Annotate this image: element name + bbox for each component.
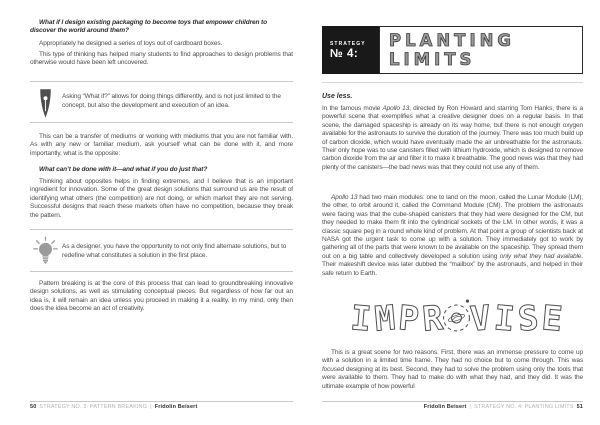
strategy-header bbox=[322, 26, 583, 74]
header-rule bbox=[322, 82, 583, 83]
left-whatif-question: What if I design existing packaging to become toys that empower children to discover the world around them? bbox=[30, 19, 267, 35]
chapter-title: STRATEGY NO. 4: PLANTING LIMITS bbox=[474, 404, 574, 410]
strategy-number-box bbox=[322, 26, 379, 74]
chapter-title-line2: LIMITS bbox=[389, 50, 476, 69]
divider bbox=[30, 229, 293, 230]
chapter-title: STRATEGY NO. 3: PATTERN BREAKING bbox=[39, 404, 148, 410]
svg-text:S: S bbox=[516, 298, 541, 339]
author-name: Fridolin Beisert bbox=[154, 404, 198, 410]
footer-separator: | bbox=[150, 404, 152, 410]
left-paragraph-3: This can be a transfer of mediums or working with mediums that you are not familiar with. As with any new or familiar medium, ask yourself what can be done with it, and more importantly, what is the opposite: bbox=[30, 133, 293, 157]
chapter-title-line1: PLANTING bbox=[389, 31, 515, 50]
right-paragraph-3: This is a great scene for two reasons. First, there was an immense pressure to come up with a solution in a limited time frame. They had no choice but to come through. This was focused designing at its best. Second, they had to solve the problem using only the tools that were available to them. They had to make do with what they had, and they did. It was the ultimate example of how powerful bbox=[322, 349, 583, 390]
divider bbox=[30, 81, 293, 82]
strategy-number: № 4: bbox=[330, 47, 359, 60]
left-paragraph-1: Appropriately he designed a series of toys out of cardboard boxes. bbox=[39, 40, 223, 47]
footer-separator: | bbox=[469, 404, 472, 410]
improvise-doodle-illustration bbox=[340, 293, 565, 339]
divider bbox=[30, 271, 293, 272]
left-paragraph-4: Thinking about opposites helps in finding extremes, and I believe that is an important ingredient for innovation. Some of the great design solutions that surround us are the result of identifying what others (the competition) are not doing, or which market they are not serving. Successful designs that reach these markets often have no competition, because they break the pattern. bbox=[30, 178, 293, 219]
page-number: 50 bbox=[30, 404, 37, 410]
divider bbox=[30, 122, 293, 123]
left-paragraph-5: Pattern breaking is at the core of this process that can lead to groundbreaking innovative design solutions, as well as stimulating conceptual pieces. But regardless of how far out an idea is, it will remain an idea unless you proceed in making it a reality. In my mind, only then does the idea become an act of creativity. bbox=[30, 280, 293, 313]
svg-text:R: R bbox=[420, 298, 445, 339]
footer-rule bbox=[30, 401, 293, 402]
svg-text:I: I bbox=[492, 298, 517, 339]
left-footer bbox=[30, 404, 293, 410]
left-opposite-question: What can’t be done with it—and what if you do just that? bbox=[39, 166, 208, 173]
chapter-title-box bbox=[379, 26, 583, 74]
strategy-label: STRATEGY bbox=[330, 40, 366, 47]
left-paragraph-2: This type of thinking has helped many students to find approaches to design problems that otherwise would have been left uncovered. bbox=[30, 51, 293, 67]
svg-text:E: E bbox=[540, 298, 564, 339]
callout-whatif: Asking “What if?” allows for doing things differently, and is not just limited to the concept, but also the development and execution of an idea. bbox=[62, 93, 281, 109]
author-name: Fridolin Beisert bbox=[423, 404, 467, 410]
svg-text:P: P bbox=[396, 298, 421, 339]
left-page bbox=[30, 0, 293, 425]
svg-text:M: M bbox=[372, 298, 397, 339]
footer-rule bbox=[322, 401, 583, 402]
right-page bbox=[322, 0, 583, 425]
lightbulb-icon bbox=[32, 236, 59, 273]
svg-text:I: I bbox=[349, 298, 373, 339]
pen-nib-icon bbox=[36, 88, 55, 124]
right-paragraph-1: In the famous movie Apollo 13, directed by Ron Howard and starring Tom Hanks, there is a powerful scene that exemplifies what a creative designer does on a regular basis. In that scene, the damaged spaceship is already on its way home, but there is not enough oxygen available for the astronauts to survive the duration of the journey. There was too much build up of carbon dioxide, which would have eventually made the air unbreathable for the astronauts. Their only hope was to use canisters filled with lithium hydroxide, which is designed to remove carbon dioxide from the air and filter it to make it breathable. The good news was that they had plenty of the canisters—the bad news was that they could not use any of them. bbox=[322, 105, 583, 171]
right-footer bbox=[322, 404, 583, 410]
svg-text:V: V bbox=[468, 298, 493, 339]
right-paragraph-2: Apollo 13 had two main modules: one to land on the moon, called the Lunar Module (LM); the other, to orbit around it, called the Command Module (CM). The problem the astronauts were facing was that the cube-shaped canisters that they had were designed for the CM, but they needed to make them fit into the cylindrical sockets of the LM. In other words, it was a classic square peg in a round whole kind of problem. At that point a group of scientists back at NASA got the urgent task to come up with a solution. They immediately got to work by gathering all of the parts that were known to be available on the spaceship. They spread them out on a big table and collectively developed a solution using only what they had available. Their makeshift device was later dubbed the “mailbox” by the astronauts, and helped in their safe return to Earth. bbox=[322, 194, 583, 277]
callout-designer: As a designer, you have the opportunity to not only find alternate solutions, but to redefine what constitutes a solution in the first place. bbox=[62, 243, 287, 259]
section-heading: Use less. bbox=[322, 93, 353, 100]
page-number: 51 bbox=[576, 404, 583, 410]
